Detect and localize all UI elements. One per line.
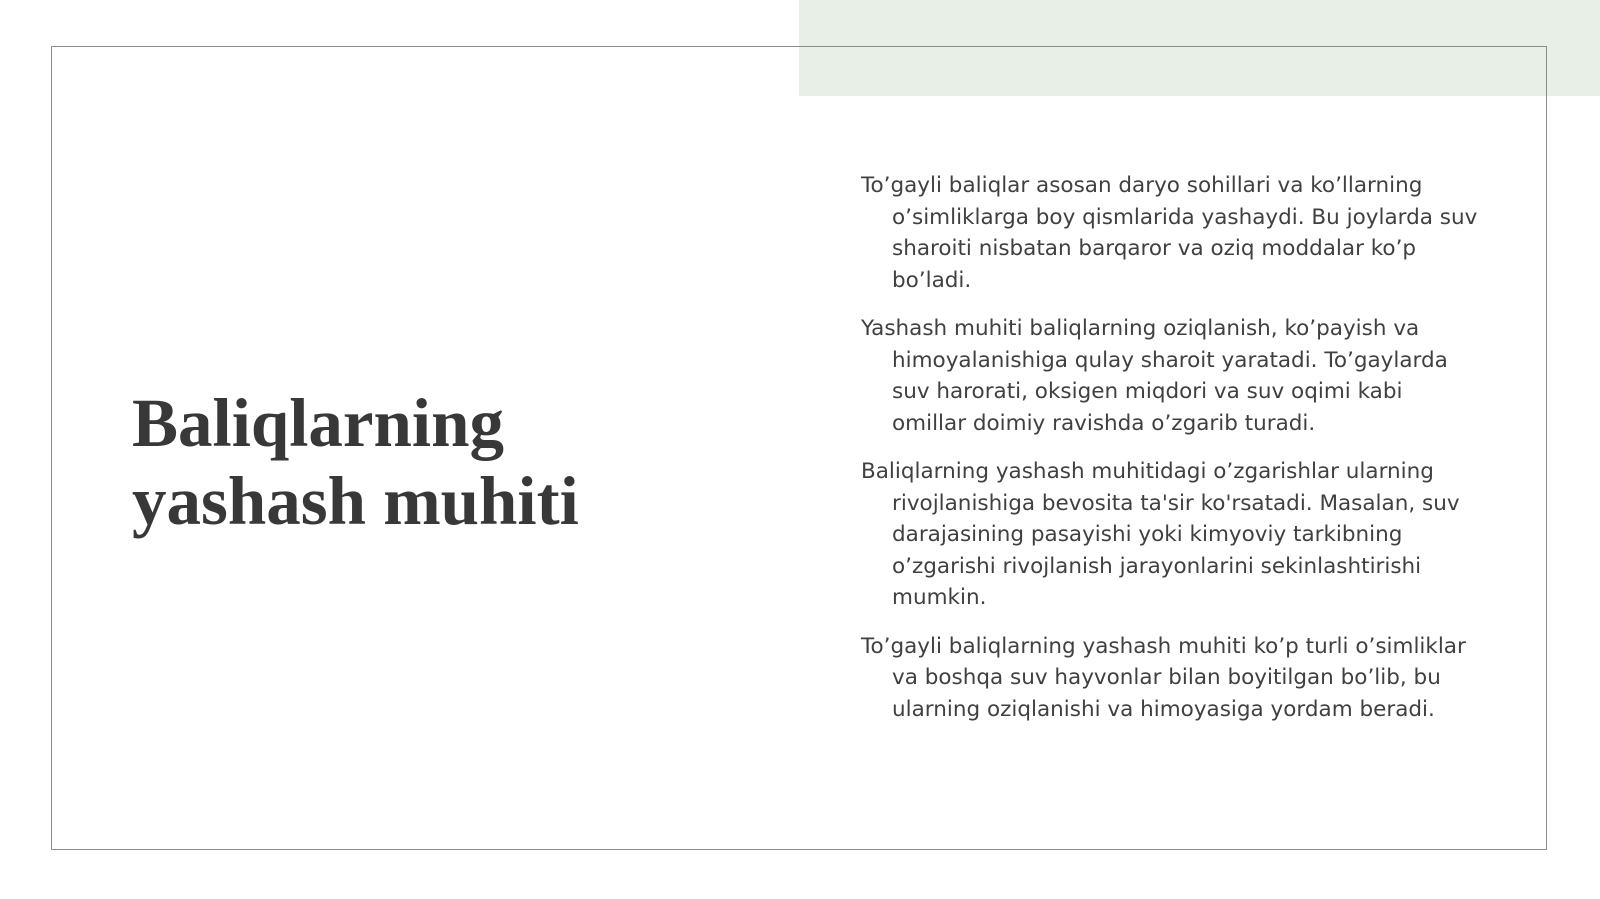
slide-title <box>132 384 732 540</box>
body-text <box>861 170 1479 742</box>
paragraph-4: To’gayli baliqlarning yashash muhiti ko’p turli o’simliklar va boshqa suv hayvonlar bilan boyitilgan bo’lib, bu ularning oziqlanishi va himoyasiga yordam beradi. <box>861 633 1466 722</box>
paragraph-3: Baliqlarning yashash muhitidagi o’zgarishlar ularning rivojlanishiga bevosita ta'sir ko'rsatadi. Masalan, suv darajasining pasayishi yoki kimyoviy tarkibning o’zgarishi rivojlanish jarayonlarini sekinlashtirishi mumkin. <box>861 459 1460 610</box>
title-line-1: Baliqlarning <box>132 385 504 461</box>
title-line-2: yashash muhiti <box>132 463 579 539</box>
paragraph-2: Yashash muhiti baliqlarning oziqlanish, ko’payish va himoyalanishiga qulay sharoit yaratadi. To’gaylarda suv harorati, oksigen miqdori va suv oqimi kabi omillar doimiy ravishda o’zgarib turadi. <box>861 316 1448 436</box>
frame-accent-overlap <box>799 46 1547 96</box>
paragraph-1: To’gayli baliqlar asosan daryo sohillari va ko’llarning o’simliklarga boy qismlarida yashaydi. Bu joylarda suv sharoiti nisbatan barqaror va oziq moddalar ko’p bo’ladi. <box>861 173 1478 293</box>
